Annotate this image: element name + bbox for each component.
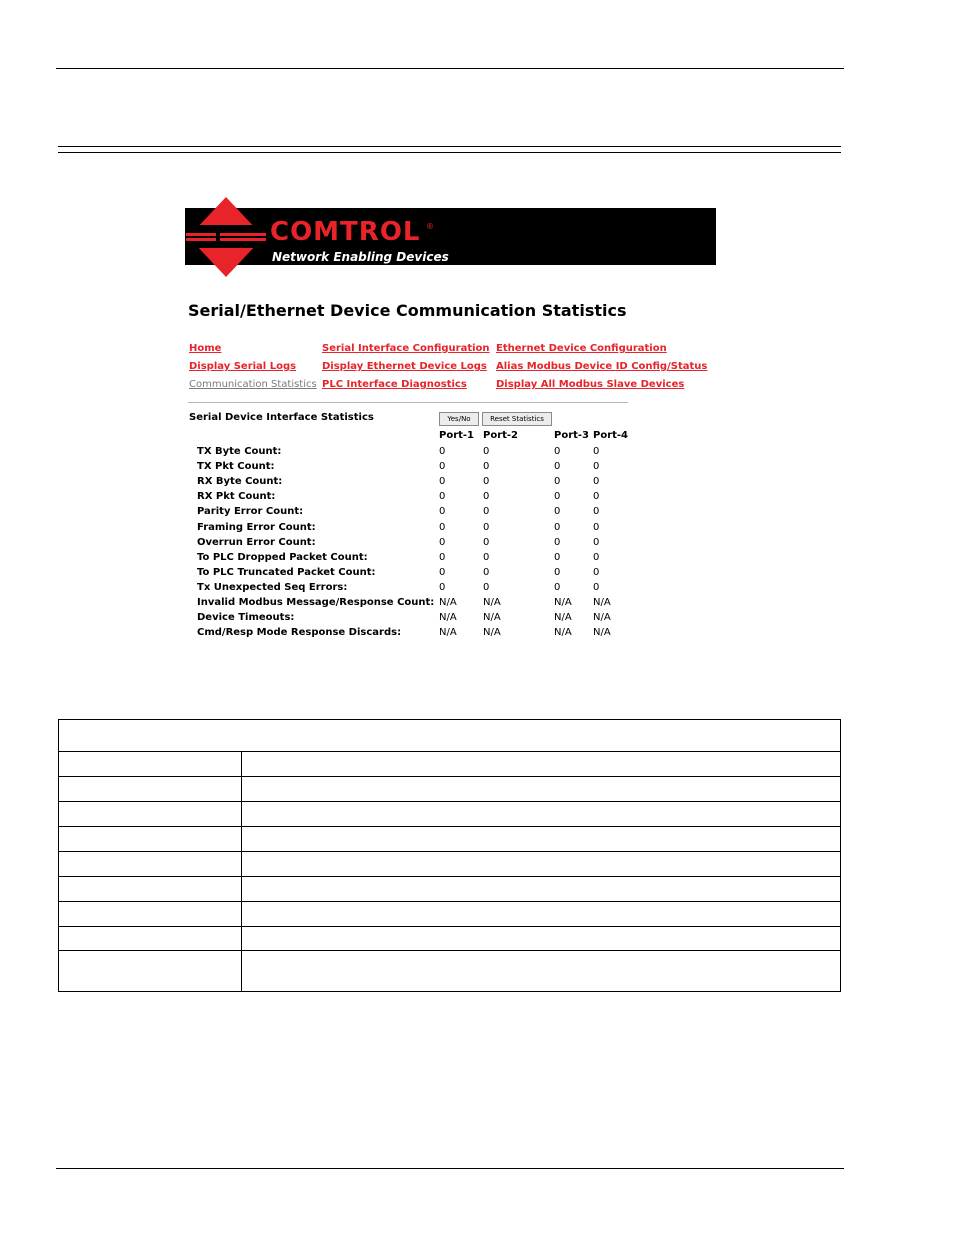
port-header-2: Port-2 [483,430,519,441]
stat-value-port-3: 0 [554,522,561,533]
stat-value-port-1: 0 [439,491,446,502]
stat-value-port-3: 0 [554,582,561,593]
table-row [59,827,840,852]
stat-value-port-4: 0 [593,582,600,593]
stat-label: Tx Unexpected Seq Errors: [197,582,348,593]
stat-value-port-4: N/A [593,612,611,623]
brand-tagline: Network Enabling Devices [272,250,449,264]
table-row [59,777,840,802]
stat-value-port-3: N/A [554,612,572,623]
port-header-1: Port-1 [439,430,475,441]
stat-value-port-4: 0 [593,567,600,578]
stat-value-port-3: 0 [554,567,561,578]
stat-value-port-4: N/A [593,597,611,608]
stat-value-port-2: 0 [483,446,490,457]
stat-label: RX Pkt Count: [197,491,276,502]
stat-value-port-3: 0 [554,446,561,457]
stat-label: Parity Error Count: [197,506,304,517]
port-header-3: Port-3 [554,430,590,441]
nav-modbus-slaves[interactable]: Display All Modbus Slave Devices [496,379,685,390]
table-column-divider [241,751,242,991]
stat-label: Device Timeouts: [197,612,295,623]
stat-label: Overrun Error Count: [197,537,316,548]
nav-plc-diag[interactable]: PLC Interface Diagnostics [322,379,467,390]
stat-value-port-3: 0 [554,491,561,502]
reset-statistics-button[interactable]: Reset Statistics [482,412,552,426]
port-header-4: Port-4 [593,430,629,441]
stat-value-port-4: 0 [593,537,600,548]
stat-value-port-3: 0 [554,552,561,563]
stat-value-port-3: N/A [554,627,572,638]
table-row [59,877,840,902]
stat-value-port-1: N/A [439,597,457,608]
section-rule-bottom [58,152,841,153]
stat-label: Cmd/Resp Mode Response Discards: [197,627,402,638]
stat-value-port-4: 0 [593,491,600,502]
table-row [59,852,840,877]
page-title: Serial/Ethernet Device Communication Statistics [188,301,627,320]
stat-value-port-4: N/A [593,627,611,638]
stat-value-port-3: 0 [554,506,561,517]
stat-value-port-1: 0 [439,476,446,487]
stat-label: Invalid Modbus Message/Response Count: [197,597,435,608]
nav-separator [188,402,628,403]
yes-no-button[interactable]: Yes/No [439,412,479,426]
nav-ethernet-logs[interactable]: Display Ethernet Device Logs [322,361,487,372]
stat-value-port-4: 0 [593,552,600,563]
table-row [59,752,840,777]
stat-value-port-3: 0 [554,476,561,487]
reference-table [58,719,841,992]
stat-value-port-2: 0 [483,461,490,472]
stat-value-port-2: N/A [483,597,501,608]
stat-value-port-1: 0 [439,446,446,457]
stat-value-port-2: 0 [483,476,490,487]
table-row [59,802,840,827]
stat-value-port-4: 0 [593,506,600,517]
nav-ethernet-config[interactable]: Ethernet Device Configuration [496,343,667,354]
table-header-row [59,720,840,752]
stat-value-port-2: 0 [483,537,490,548]
registered-mark: ® [426,222,434,231]
stat-value-port-2: 0 [483,522,490,533]
stat-value-port-2: N/A [483,627,501,638]
stat-value-port-1: N/A [439,612,457,623]
brand-name: COMTROL [270,217,421,247]
nav-alias-modbus[interactable]: Alias Modbus Device ID Config/Status [496,361,708,372]
stats-section-label: Serial Device Interface Statistics [189,412,374,423]
stat-value-port-1: 0 [439,522,446,533]
stat-value-port-1: 0 [439,461,446,472]
stat-value-port-1: 0 [439,506,446,517]
nav-serial-config[interactable]: Serial Interface Configuration [322,343,490,354]
table-row [59,902,840,927]
stat-value-port-2: 0 [483,567,490,578]
stat-label: To PLC Dropped Packet Count: [197,552,368,563]
stat-value-port-2: 0 [483,491,490,502]
stat-value-port-2: N/A [483,612,501,623]
stat-value-port-2: 0 [483,506,490,517]
stat-label: To PLC Truncated Packet Count: [197,567,376,578]
stat-label: TX Pkt Count: [197,461,275,472]
stat-value-port-4: 0 [593,476,600,487]
nav-home[interactable]: Home [189,343,222,354]
table-row [59,951,840,991]
stat-value-port-2: 0 [483,582,490,593]
nav-serial-logs[interactable]: Display Serial Logs [189,361,297,372]
stat-label: TX Byte Count: [197,446,282,457]
table-row [59,927,840,951]
stat-label: Framing Error Count: [197,522,316,533]
stat-value-port-3: 0 [554,537,561,548]
stat-value-port-2: 0 [483,552,490,563]
stat-value-port-4: 0 [593,522,600,533]
nav-comm-stats[interactable]: Communication Statistics [189,379,317,390]
stat-value-port-3: 0 [554,461,561,472]
stat-value-port-4: 0 [593,461,600,472]
footer-rule [56,1168,844,1169]
stat-value-port-1: 0 [439,567,446,578]
stat-value-port-3: N/A [554,597,572,608]
stat-value-port-1: 0 [439,552,446,563]
section-rule-top [58,146,841,147]
header-rule [56,68,844,69]
stat-value-port-1: 0 [439,582,446,593]
stat-value-port-1: N/A [439,627,457,638]
comtrol-logo-icon [186,197,266,277]
stat-value-port-1: 0 [439,537,446,548]
stat-label: RX Byte Count: [197,476,283,487]
stat-value-port-4: 0 [593,446,600,457]
